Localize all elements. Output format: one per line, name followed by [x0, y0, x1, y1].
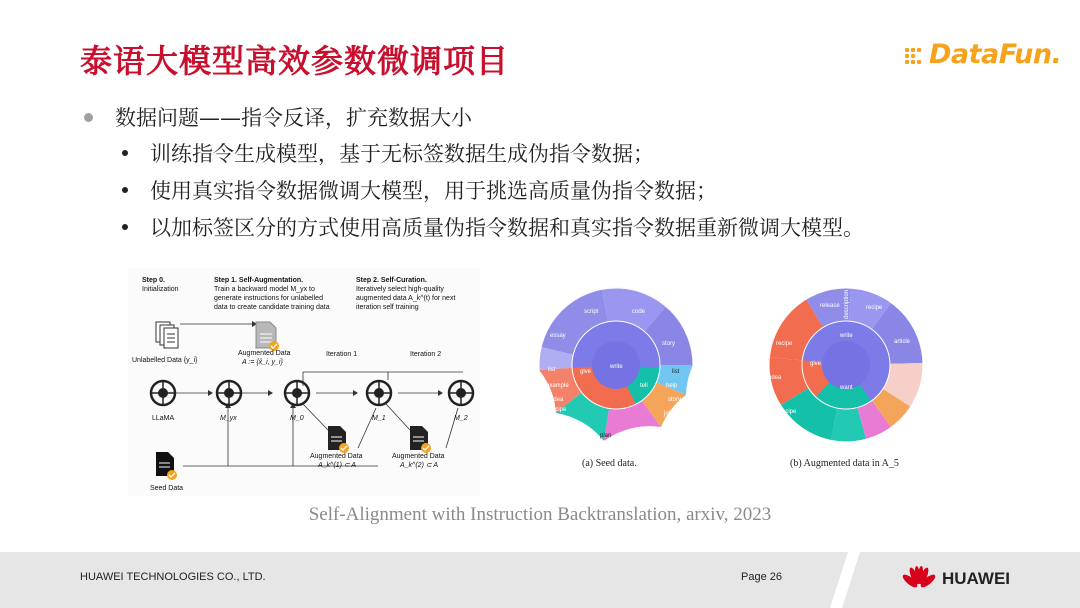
- seed-label-example: example: [546, 383, 569, 389]
- bullet-main: [84, 100, 864, 134]
- aug-inner-want: want: [840, 385, 853, 391]
- seed-label-script: script: [584, 309, 599, 315]
- backward-model-icon: [214, 378, 244, 408]
- augmented-subset-2-formula: A_k^(2) ⊂ A: [400, 462, 439, 469]
- seed-label-idea: idea: [552, 397, 564, 403]
- bullet-sub-text: 训练指令生成模型，基于无标签数据生成伪指令数据；: [150, 141, 654, 166]
- seed-label-plan: plan: [600, 433, 612, 439]
- bullet-sub-text: 使用真实指令数据微调大模型，用于挑选高质量伪指令数据；: [150, 178, 717, 203]
- bullet-sub-text: 以加标签区分的方式使用高质量伪指令数据和真实指令数据重新微调大模型。: [150, 215, 864, 240]
- slide-title: 泰语大模型高效参数微调项目: [80, 42, 510, 80]
- seed-outer-joke: joke: [664, 411, 676, 417]
- llama-model-icon: [148, 378, 178, 408]
- m2-label: M_2: [454, 415, 468, 422]
- augmented-subset-1-icon: [326, 424, 350, 454]
- bullet-main-text: 数据问题——指令反译，扩充数据大小: [115, 106, 472, 130]
- bullet-dot-icon: [122, 224, 128, 230]
- bullet-sub-3: [122, 208, 864, 245]
- step1-desc-line2: generate instructions for unlabelled: [214, 295, 323, 302]
- aug-label-description: description: [844, 289, 850, 319]
- augmented-data-formula: A := {x̂_i, y_i}: [242, 359, 283, 366]
- logo-dots-icon: [905, 44, 927, 64]
- step2-title: Step 2. Self-Curation.: [356, 277, 427, 284]
- aug-center-label: write: [840, 333, 853, 339]
- augmented-subset-2-icon: [408, 424, 432, 454]
- m0-label: M_0: [290, 415, 304, 422]
- huawei-wordmark: HUAWEI: [942, 569, 1010, 588]
- augmented-subset-1-label: Augmented Data: [310, 453, 363, 460]
- backtranslation-pipeline-figure: [128, 268, 480, 496]
- step2-desc-line3: iteration self training: [356, 304, 419, 311]
- sunburst-charts: [528, 280, 948, 475]
- company-name: HUAWEI TECHNOLOGIES CO., LTD.: [80, 571, 266, 583]
- seed-center-label: write: [610, 364, 623, 370]
- instruction-sunburst-figure: [528, 280, 948, 475]
- seed-label-recipe: recipe: [550, 407, 567, 413]
- unlabelled-data-label: Unlabelled Data {y_i}: [132, 357, 198, 364]
- seed-data-icon: [154, 450, 178, 482]
- seed-label-list: list: [548, 367, 556, 373]
- seed-inner-tell: tell: [640, 383, 648, 389]
- seed-label-difference: difference: [550, 419, 577, 425]
- huawei-logo: [902, 565, 1010, 593]
- augmented-subset-2-label: Augmented Data: [392, 453, 445, 460]
- aug-inner-give: give: [810, 361, 822, 367]
- aug-label-recipe-bottom: recipe: [780, 409, 797, 415]
- augmented-sunburst: [769, 288, 923, 442]
- iteration-2-label: Iteration 2: [410, 351, 442, 358]
- seed-outer-list2: list: [672, 369, 680, 375]
- page-number: Page 26: [741, 571, 782, 583]
- aug-label-recipe-top: recipe: [866, 305, 883, 311]
- caption-seed-data: (a) Seed data.: [582, 458, 637, 469]
- bullet-dot-icon: [122, 150, 128, 156]
- seed-outer-story2: story: [668, 397, 682, 403]
- bullet-dot-icon: [84, 113, 93, 122]
- huawei-petal-icon: [902, 565, 936, 593]
- step2-desc-line1: Iteratively select high-quality: [356, 286, 444, 293]
- logo-text: DataFun.: [929, 38, 1062, 70]
- seed-label-story: story: [662, 341, 676, 347]
- iteration-1-label: Iteration 1: [326, 351, 358, 358]
- step1-title: Step 1. Self-Augmentation.: [214, 277, 304, 284]
- augmented-document-icon: [254, 320, 280, 352]
- step0-title: Step 0.: [142, 277, 165, 284]
- m1-label: M_1: [372, 415, 386, 422]
- seed-sunburst: [539, 288, 693, 442]
- aug-label-recipe-left: recipe: [776, 341, 793, 347]
- step0-desc: Initialization: [142, 286, 179, 293]
- aug-label-article: article: [894, 339, 911, 345]
- bullet-sub-2: [122, 171, 864, 208]
- step2-desc-line2: augmented data A_k^(t) for next: [356, 295, 456, 302]
- model-m1-icon: [364, 378, 394, 408]
- aug-label-idea: idea: [770, 375, 782, 381]
- myx-label: M_yx: [220, 415, 237, 422]
- bullet-dot-icon: [122, 187, 128, 193]
- document-stack-icon: [154, 320, 180, 350]
- seed-inner-give: give: [580, 369, 592, 375]
- bullet-list: [84, 100, 864, 245]
- seed-outer-help: help: [666, 383, 678, 389]
- step1-desc-line3: data to create candidate training data: [214, 304, 330, 311]
- seed-label-code: code: [632, 309, 646, 315]
- seed-data-label: Seed Data: [150, 485, 184, 492]
- bullet-sub-1: [122, 134, 864, 171]
- step1-desc-line1: Train a backward model M_yx to: [214, 286, 315, 293]
- footer-bar: [0, 552, 1080, 608]
- model-m0-icon: [282, 378, 312, 408]
- model-m2-icon: [446, 378, 476, 408]
- citation: Self-Alignment with Instruction Backtranslation, arxiv, 2023: [308, 504, 772, 525]
- caption-augmented-data: (b) Augmented data in A_5: [790, 458, 899, 469]
- aug-label-release: release: [820, 303, 840, 309]
- seed-label-essay: essay: [550, 333, 566, 339]
- augmented-subset-1-formula: A_k^(1) ⊂ A: [318, 462, 357, 469]
- datafun-logo: [905, 36, 1061, 72]
- augmented-data-label: Augmented Data: [238, 350, 291, 357]
- llama-label: LLaMA: [152, 415, 175, 422]
